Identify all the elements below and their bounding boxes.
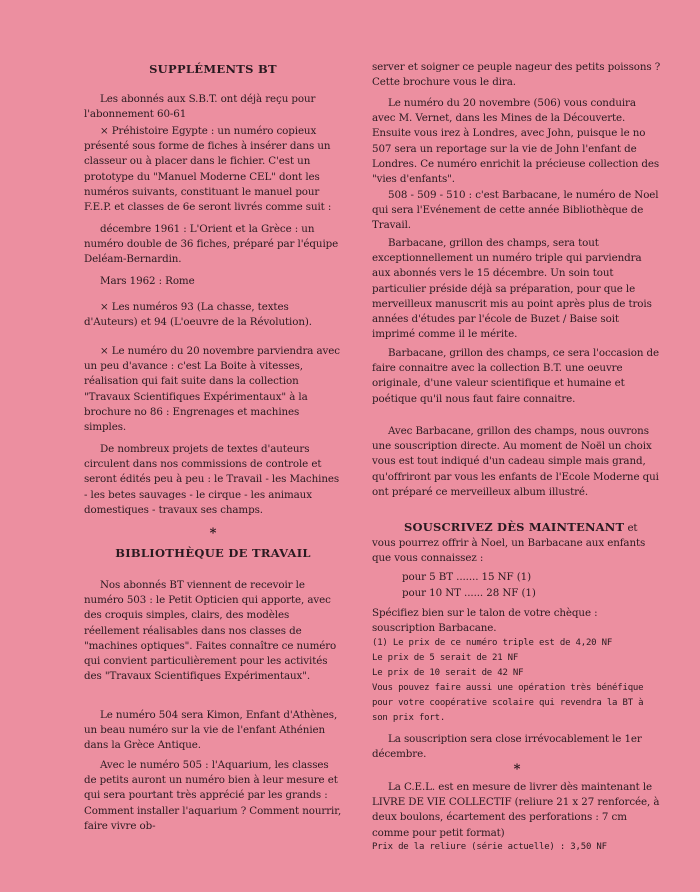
paragraph: server et soigner ce peuple nageur des petits poissons ? Cette brochure vous le dira. (372, 61, 661, 89)
price-line-5: pour 5 BT ....... 15 NF (1) (402, 571, 532, 583)
separator-star: * (209, 526, 217, 541)
footnote-line: Vous pouvez faire aussi une opération très bénéfique pour votre coopérative scolaire qui revendra la BT à son prix fort. (372, 683, 644, 723)
heading-bibliotheque: BIBLIOTHÈQUE DE TRAVAIL (115, 546, 311, 560)
price-reliure: Prix de la reliure (série actuelle) : 3,50 NF (372, 842, 607, 852)
footnote-line: Le prix de 5 serait de 21 NF (372, 653, 519, 663)
paragraph: décembre 1961 : L'Orient et la Grèce : un numéro double de 36 fiches, préparé par l'équipe Deléam-Bernardin. (84, 223, 339, 266)
footnote-line: Le prix de 10 serait de 42 NF (372, 668, 524, 678)
paragraph: Les abonnés aux S.B.T. ont déjà reçu pour l'abonnement 60-61 (84, 93, 316, 121)
paragraph: Barbacane, grillon des champs, ce sera l'occasion de faire connaitre avec la collection B.T. une oeuvre originale, d'une valeur scientifique et humaine et poétique qu'il nous faut faire connaitre. (372, 347, 660, 405)
paragraph: × Les numéros 93 (La chasse, textes d'Auteurs) et 94 (L'oeuvre de la Révolution). (84, 301, 312, 329)
paragraph: Le numéro du 20 novembre (506) vous conduira avec M. Vernet, dans les Mines de la Découverte. Ensuite vous irez à Londres, avec John, puisque le no 507 sera un reportage sur la vie de John l'enfant de Londres. Ce numéro enrichit la précieuse collection des "vies d'enfants". (372, 97, 660, 186)
footnote-line: (1) Le prix de ce numéro triple est de 4,20 NF (372, 638, 613, 648)
paragraph: La C.E.L. est en mesure de livrer dès maintenant le LIVRE DE VIE COLLECTIF (reliure 21 x 27 renforcée, à deux boulons, écartement des perforations : 7 cm comme pour petit format) (372, 781, 660, 839)
paragraph: Spécifiez bien sur le talon de votre chèque : souscription Barbacane. (372, 607, 598, 635)
paragraph: × Préhistoire Egypte : un numéro copieux présenté sous forme de fiches à insérer dans un classeur ou à placer dans le fichier. C'est un prototype du "Manuel Moderne CEL" dont les numéros suivants, constituant le manuel pour F.E.P. et classes de 6e seront livrés comme suit : (84, 125, 332, 214)
paragraph: × Le numéro du 20 novembre parviendra avec un peu d'avance : c'est La Boite à vitesses, réalisation qui fait suite dans la collection "Travaux Scientifiques Expérimentaux" à la brochure no 86 : Engrenages et machines simples. (84, 345, 340, 434)
paragraph: Avec Barbacane, grillon des champs, nous ouvrons une souscription directe. Au moment de Noël un choix vous est tout indiqué d'un cadeau simple mais grand, qu'offriront par vous les enfants de l'Ecole Moderne qui ont préparé ce merveilleux album illustré. (372, 425, 659, 498)
paragraph: Avec le numéro 505 : l'Aquarium, les classes de petits auront un numéro bien à leur mesure et qui sera pourtant très apprécié par les grands : Comment installer l'aquarium ? Comment nourrir, faire vivre ob- (84, 759, 342, 832)
souscrivez-title: SOUSCRIVEZ DÈS MAINTENANT (404, 520, 625, 534)
separator-star: * (513, 762, 521, 777)
paragraph: Mars 1962 : Rome (100, 275, 195, 287)
paragraph: Nos abonnés BT viennent de recevoir le numéro 503 : le Petit Opticien qui apporte, avec des croquis simples, clairs, des modèles réellement réalisables dans nos classes de "machines optiques". Faites connaître ce numéro qui convient particulièrement pour les activités des "Travaux Scientifiques Expérimentaux". (84, 579, 337, 683)
paragraph: Le numéro 504 sera Kimon, Enfant d'Athènes, un beau numéro sur la vie de l'enfant Athénien dans la Grèce Antique. (84, 709, 338, 752)
paragraph: Barbacane, grillon des champs, sera tout exceptionnellement un numéro triple qui parviendra aux abonnés vers le 15 décembre. Un soin tout particulier préside déjà sa préparation, pour que le merveilleux manuscrit mis au point après plus de trois années d'études par l'école de Buzet / Baise soit imprimé comme il le mérite. (372, 237, 652, 341)
price-line-10: pour 10 NT ...... 28 NF (1) (402, 587, 536, 599)
paragraph: La souscription sera close irrévocablement le 1er décembre. (372, 733, 642, 761)
paragraph: 508 - 509 - 510 : c'est Barbacane, le numéro de Noel qui sera l'Evénement de cette année Bibliothèque de Travail. (372, 189, 659, 232)
souscription-heading-line (372, 520, 662, 567)
souscrivez-text: et vous pourrez offrir à Noel, un Barbacane aux enfants que vous connaissez : (372, 522, 646, 565)
heading-supplements-bt: SUPPLÉMENTS BT (149, 62, 277, 76)
paragraph: De nombreux projets de textes d'auteurs circulent dans nos commissions de controle et seront édités peu à peu : le Travail - les Machines - les betes sauvages - le cirque - les animaux domestiques - travaux ses champs. (84, 443, 340, 516)
